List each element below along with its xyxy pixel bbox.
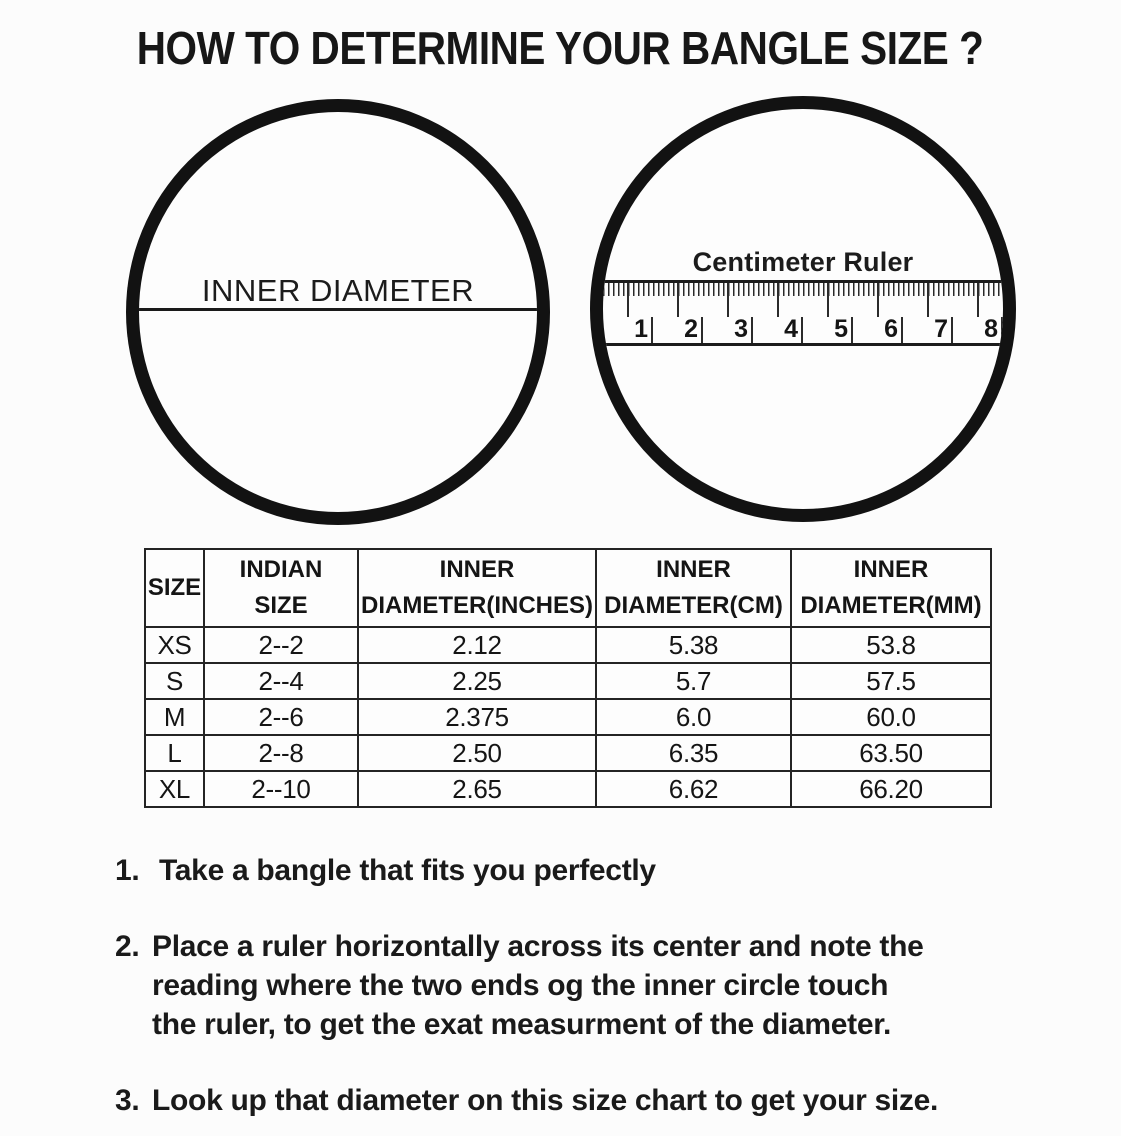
ruler-cm-cell (803, 283, 853, 343)
cm-tick (677, 283, 679, 317)
page-title: HOW TO DETERMINE YOUR BANGLE SIZE ? (137, 22, 984, 74)
ruler-number: 2 (684, 315, 698, 343)
ruler-cm-cell (603, 283, 653, 343)
table-row-l (145, 735, 991, 771)
table-row-xs (145, 627, 991, 663)
col-header-indian-size: INDIAN SIZE (204, 549, 358, 627)
diameter-line (137, 308, 539, 311)
ruler-number: 4 (784, 315, 798, 343)
ruler-number: 5 (834, 315, 848, 343)
step-text: Take a bangle that fits you perfectly (159, 854, 656, 887)
cell-size: S (145, 663, 204, 699)
ruler-cm-cell (853, 283, 903, 343)
cell-indian-size: 2--2 (204, 627, 358, 663)
ruler-number: 7 (934, 315, 948, 343)
cell-size: XL (145, 771, 204, 807)
ruler-cm-cell (903, 283, 953, 343)
ruler-cm-cell (753, 283, 803, 343)
cm-tick (977, 283, 979, 317)
instruction-step-3 (115, 1081, 938, 1120)
ruler-number: 3 (734, 315, 748, 343)
bangle-circle-diagram (126, 99, 550, 525)
size-chart-table (144, 548, 992, 808)
centimeter-ruler-label: Centimeter Ruler (692, 247, 914, 277)
cm-tick (627, 283, 629, 317)
ruler (600, 280, 1006, 346)
col-header-size: SIZE (145, 549, 204, 627)
cell-mm: 60.0 (791, 699, 991, 735)
table-row-s (145, 663, 991, 699)
cell-cm: 6.0 (596, 699, 791, 735)
table-row-xl (145, 771, 991, 807)
cm-tick (927, 283, 929, 317)
header-row (145, 549, 991, 627)
instruction-step-2 (115, 927, 924, 1044)
ruler-cm-cell (703, 283, 753, 343)
ruler-number: 1 (634, 315, 648, 343)
cell-size: M (145, 699, 204, 735)
col-header-inner-diameter-mm: INNER DIAMETER(MM) (791, 549, 991, 627)
ruler-number: 6 (884, 315, 898, 343)
ruler-cm-cell (653, 283, 703, 343)
cell-indian-size: 2--6 (204, 699, 358, 735)
step-number: 1. (115, 854, 140, 887)
table-row-m (145, 699, 991, 735)
step-number: 3. (115, 1084, 140, 1117)
col-header-inner-diameter-inches: INNER DIAMETER(INCHES) (358, 549, 596, 627)
cm-tick (827, 283, 829, 317)
cell-inches: 2.50 (358, 735, 596, 771)
cell-cm: 6.35 (596, 735, 791, 771)
ruler-cells (603, 283, 1006, 343)
ruler-cm-cell (953, 283, 1003, 343)
cell-cm: 5.7 (596, 663, 791, 699)
step-text: Look up that diameter on this size chart to get your size. (152, 1084, 939, 1117)
cell-mm: 63.50 (791, 735, 991, 771)
cell-indian-size: 2--10 (204, 771, 358, 807)
inner-diameter-label: INNER DIAMETER (201, 273, 475, 308)
cell-cm: 6.62 (596, 771, 791, 807)
ruler-circle-diagram (590, 96, 1016, 522)
cm-tick (877, 283, 879, 317)
cell-inches: 2.375 (358, 699, 596, 735)
cell-indian-size: 2--4 (204, 663, 358, 699)
step-number: 2. (115, 930, 140, 963)
cell-indian-size: 2--8 (204, 735, 358, 771)
cell-inches: 2.25 (358, 663, 596, 699)
step-text: Place a ruler horizontally across its center and note the reading where the two ends og the inner circle touch the ruler, to get the exat measurment of the diameter. (152, 930, 924, 1041)
cm-tick (777, 283, 779, 317)
cell-mm: 57.5 (791, 663, 991, 699)
cell-mm: 53.8 (791, 627, 991, 663)
cell-cm: 5.38 (596, 627, 791, 663)
cell-size: L (145, 735, 204, 771)
cell-inches: 2.12 (358, 627, 596, 663)
col-header-inner-diameter-cm: INNER DIAMETER(CM) (596, 549, 791, 627)
ruler-number: 8 (984, 315, 998, 343)
ruler-tail (1003, 283, 1006, 343)
instruction-step-1 (115, 851, 656, 890)
cm-tick (727, 283, 729, 317)
cell-size: XS (145, 627, 204, 663)
cell-inches: 2.65 (358, 771, 596, 807)
cell-mm: 66.20 (791, 771, 991, 807)
